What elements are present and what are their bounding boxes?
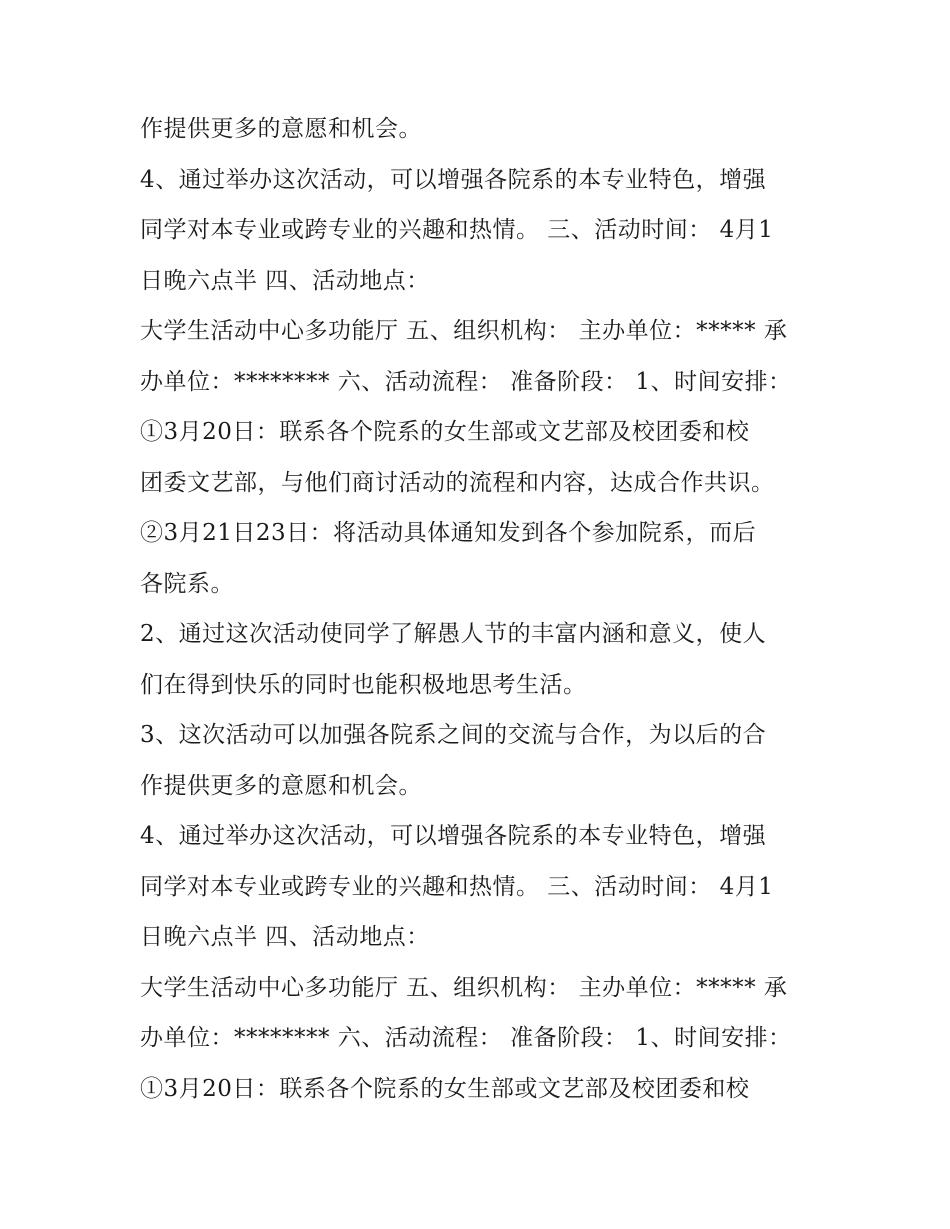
text-line: ①3月20日：联系各个院系的女生部或文艺部及校团委和校 [140, 1075, 750, 1102]
text-line: 日晚六点半 四、活动地点： [140, 267, 430, 294]
text-line: 各院系。 [140, 570, 234, 597]
text-line: 日晚六点半 四、活动地点： [140, 924, 430, 950]
text-line: 2、通过这次活动使同学了解愚人节的丰富内涵和意义，使人 [140, 621, 767, 647]
text-line: 4、通过举办这次活动，可以增强各院系的本专业特色，增强 [140, 823, 767, 849]
text-line: 作提供更多的意愿和机会。 [140, 772, 422, 799]
text-line: 大学生活动中心多功能厅 五、组织机构： 主办单位：***** 承 [140, 974, 788, 1001]
document-body [140, 104, 820, 1114]
text-line: 们在得到快乐的同时也能积极地思考生活。 [140, 671, 587, 698]
text-line: 团委文艺部，与他们商讨活动的流程和内容，达成合作共识。 [140, 469, 775, 496]
text-line: 同学对本专业或跨专业的兴趣和热情。 三、活动时间： 4月1 [140, 217, 774, 243]
text-line: 3、这次活动可以加强各院系之间的交流与合作，为以后的合 [140, 722, 767, 748]
text-line: 办单位：******** 六、活动流程： 准备阶段： 1、时间安排： [140, 368, 792, 395]
text-line: ①3月20日：联系各个院系的女生部或文艺部及校团委和校 [140, 419, 750, 445]
text-line: 同学对本专业或跨专业的兴趣和热情。 三、活动时间： 4月1 [140, 873, 774, 900]
text-line: ②3月21日23日：将活动具体通知发到各个参加院系，而后 [140, 520, 757, 546]
text-line: 大学生活动中心多功能厅 五、组织机构： 主办单位：***** 承 [140, 318, 788, 344]
text-line: 办单位：******** 六、活动流程： 准备阶段： 1、时间安排： [140, 1025, 792, 1051]
text-line: 作提供更多的意愿和机会。 [140, 116, 422, 142]
text-line: 4、通过举办这次活动，可以增强各院系的本专业特色，增强 [140, 166, 767, 193]
